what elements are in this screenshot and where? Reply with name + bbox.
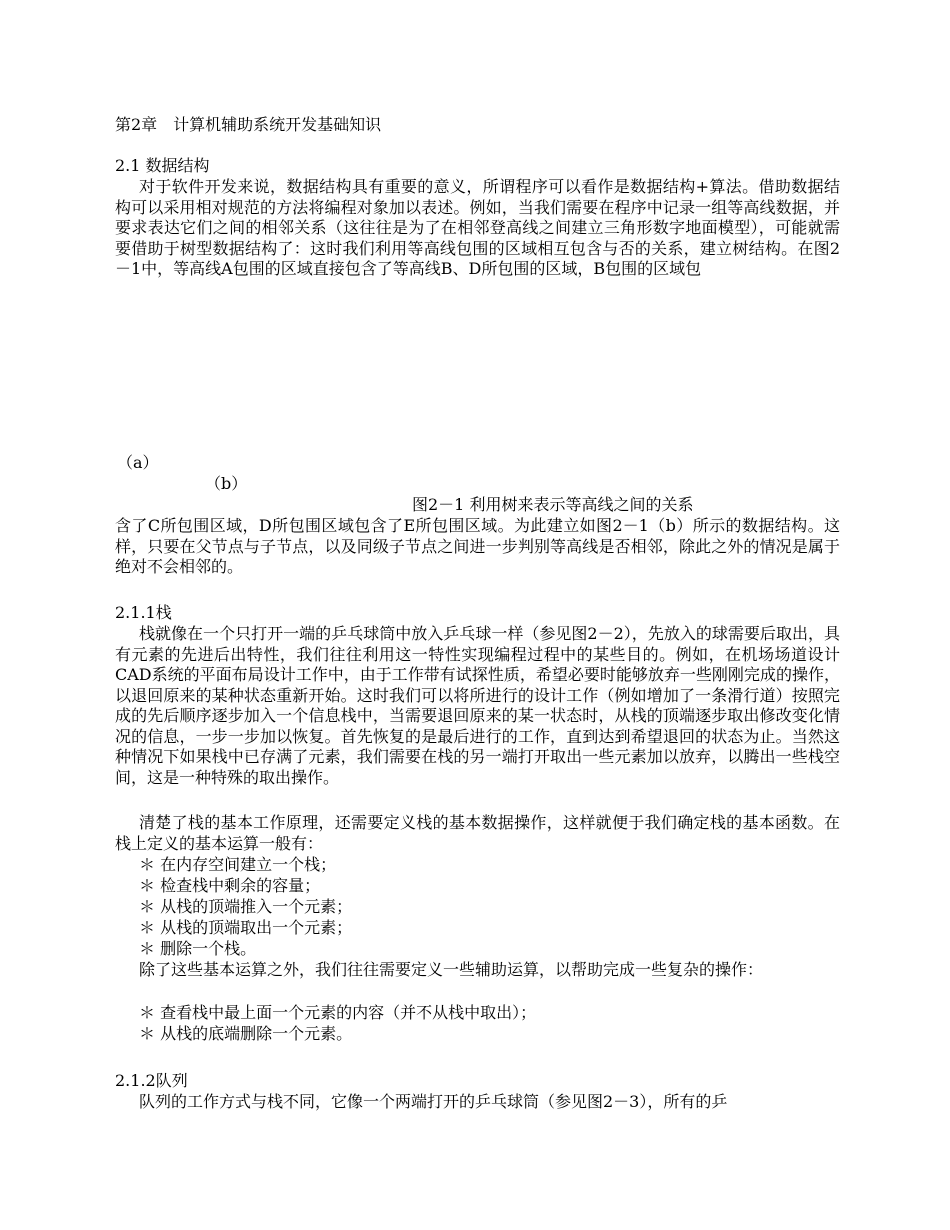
list-item: ＊ 查看栈中最上面一个元素的内容（并不从栈中取出）； [139,1003,537,1022]
list-item: ＊ 删除一个栈。 [139,939,257,958]
list-item: ＊ 检查栈中剩余的容量； [139,876,321,895]
chapter-title: 第2章 计算机辅助系统开发基础知识 [115,115,382,134]
list-item: ＊ 在内存空间建立一个栈； [139,855,337,874]
list-item: ＊ 从栈的顶端推入一个元素； [139,897,353,916]
paragraph-stack-operations: 清楚了栈的基本工作原理，还需要定义栈的基本数据操作，这样就便于我们确定栈的基本函数。在栈上定义的基本运算一般有： [115,813,840,853]
section-heading-2-1-2: 2.1.2队列 [115,1071,188,1090]
list-item: ＊ 从栈的顶端取出一个元素； [139,918,353,937]
paragraph-tree-continuation: 含了C所包围区域，D所包围区域包含了E所包围区域。为此建立如图2－1（b）所示的数据结构。这样，只要在父节点与子节点，以及同级子节点之间进一步判别等高线是否相邻，除此之外的情况是属于绝对不会相邻的。 [115,516,840,576]
paragraph-data-structure-intro: 对于软件开发来说，数据结构具有重要的意义，所谓程序可以看作是数据结构+算法。借助数据结构可以采用相对规范的方法将编程对象加以表述。例如，当我们需要在程序中记录一组等高线数据，并要求表达它们之间的相邻关系（这往往是为了在相邻登高线之间建立三角形数字地面模型），可能就需要借助于树型数据结构了：这时我们利用等高线包围的区域相互包含与否的关系，建立树结构。在图2－1中，等高线A包围的区域直接包含了等高线B、D所包围的区域，B包围的区域包 [115,177,840,278]
section-heading-2-1-1: 2.1.1栈 [115,603,172,622]
figure-label-a: （a） [117,453,159,472]
section-heading-2-1: 2.1 数据结构 [115,156,210,175]
paragraph-queue-intro: 队列的工作方式与栈不同，它像一个两端打开的乒乓球筒（参见图2－3），所有的乒 [139,1092,728,1111]
figure-caption: 图2－1 利用树来表示等高线之间的关系 [412,495,694,514]
paragraph-stack-intro: 栈就像在一个只打开一端的乒乓球筒中放入乒乓球一样（参见图2－2），先放入的球需要后取出，具有元素的先进后出特性，我们往往利用这一特性实现编程过程中的某些目的。例如，在机场场道设计CAD系统的平面布局设计工作中，由于工作带有试探性质，希望必要时能够放弃一些刚刚完成的操作，以退回原来的某种状态重新开始。这时我们可以将所进行的设计工作（例如增加了一条滑行道）按照完成的先后顺序逐步加入一个信息栈中，当需要退回原来的某一状态时，从栈的顶端逐步取出修改变化情况的信息，一步一步加以恢复。首先恢复的是最后进行的工作，直到达到希望退回的状态为止。当然这种情况下如果栈中已存满了元素，我们需要在栈的另一端打开取出一些元素加以放弃，以腾出一些栈空间，这是一种特殊的取出操作。 [115,624,840,787]
figure-label-b: （b） [205,474,248,493]
list-item: ＊ 从栈的底端删除一个元素。 [139,1024,353,1043]
paragraph-aux-operations: 除了这些基本运算之外，我们往往需要定义一些辅助运算，以帮助完成一些复杂的操作： [139,960,764,979]
